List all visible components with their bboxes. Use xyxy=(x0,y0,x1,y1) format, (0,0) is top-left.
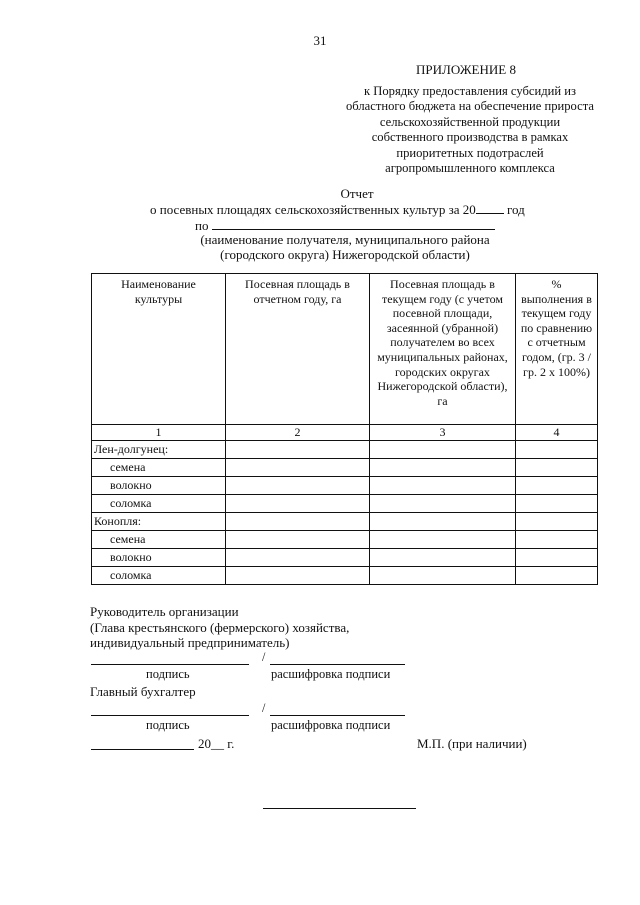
area-reporting-cell xyxy=(226,441,370,459)
area-current-cell xyxy=(370,441,516,459)
area-reporting-cell xyxy=(226,477,370,495)
signature-label: подпись xyxy=(146,667,190,681)
row-label: семена xyxy=(92,531,226,549)
header-percent: % выполнения в текущем году по сравнению с отчетным годом, (гр. 3 / гр. 2 х 100%) xyxy=(516,274,598,425)
area-reporting-cell xyxy=(226,459,370,477)
area-reporting-cell xyxy=(226,495,370,513)
signature-label: подпись xyxy=(146,718,190,732)
date-text: 20__ г. xyxy=(198,736,235,751)
appendix-line: агропромышленного комплекса xyxy=(385,161,555,176)
table-row xyxy=(92,495,598,513)
head-line: индивидуальный предприниматель) xyxy=(90,635,290,650)
area-current-cell xyxy=(370,459,516,477)
header-area-reporting-year: Посевная площадь в отчетном году, га xyxy=(226,274,370,425)
appendix-description xyxy=(320,84,620,176)
area-current-cell xyxy=(370,477,516,495)
row-label: соломка xyxy=(92,567,226,585)
table-row xyxy=(92,441,598,459)
percent-cell xyxy=(516,477,598,495)
area-reporting-cell xyxy=(226,567,370,585)
slash-separator: / xyxy=(262,650,266,664)
separator-line xyxy=(263,808,416,809)
table-row xyxy=(92,567,598,585)
report-subtitle-suffix: год xyxy=(507,202,525,217)
column-number: 4 xyxy=(516,425,598,441)
appendix-line: к Порядку предоставления субсидий из xyxy=(364,84,576,98)
table-row xyxy=(92,459,598,477)
appendix-line: областного бюджета на обеспечение прироста xyxy=(346,99,594,114)
percent-cell xyxy=(516,567,598,585)
row-label: соломка xyxy=(92,495,226,513)
appendix-line: сельскохозяйственной продукции xyxy=(379,114,561,129)
head-line: Руководитель организации xyxy=(90,604,239,619)
decoding-label: расшифровка подписи xyxy=(271,667,391,681)
row-label: волокно xyxy=(92,549,226,567)
table-row xyxy=(92,531,598,549)
page-number: 31 xyxy=(313,33,327,48)
appendix-title: ПРИЛОЖЕНИЕ 8 xyxy=(416,62,516,77)
report-subtitle-prefix: о посевных площадях сельскохозяйственных культур за 20 xyxy=(150,202,476,217)
area-current-cell xyxy=(370,531,516,549)
recipient-note xyxy=(180,232,510,262)
row-label: Конопля: xyxy=(92,513,226,531)
table-row xyxy=(92,513,598,531)
appendix-line: собственного производства в рамках xyxy=(371,130,569,145)
table-row xyxy=(92,477,598,495)
signature-line xyxy=(91,664,249,665)
area-current-cell xyxy=(370,495,516,513)
percent-cell xyxy=(516,495,598,513)
column-number: 1 xyxy=(92,425,226,441)
recipient-note-line: (городского округа) Нижегородской области) xyxy=(220,247,470,262)
decoding-label: расшифровка подписи xyxy=(271,718,391,732)
header-culture: Наименование культуры xyxy=(92,274,226,425)
slash-separator: / xyxy=(262,701,266,715)
appendix-line: приоритетных подотраслей xyxy=(396,145,544,160)
area-reporting-cell xyxy=(226,549,370,567)
report-subtitle xyxy=(150,202,525,218)
row-label: семена xyxy=(92,459,226,477)
year-blank xyxy=(476,202,504,214)
percent-cell xyxy=(516,441,598,459)
decoding-line xyxy=(270,715,405,716)
column-number: 2 xyxy=(226,425,370,441)
percent-cell xyxy=(516,513,598,531)
head-of-organization xyxy=(90,604,349,651)
recipient-note-line: (наименование получателя, муниципального района xyxy=(200,232,490,247)
header-area-current-year: Посевная площадь в текущем году (с учетом посевной площади, засеянной (убранной) получателем во всех муниципальных районах, городских округах Нижегородской области), га xyxy=(370,274,516,425)
decoding-line xyxy=(270,664,405,665)
percent-cell xyxy=(516,549,598,567)
area-reporting-cell xyxy=(226,531,370,549)
row-label: волокно xyxy=(92,477,226,495)
row-label: Лен-долгунец: xyxy=(92,441,226,459)
recipient-blank xyxy=(212,218,495,230)
signature-line xyxy=(91,715,249,716)
area-current-cell xyxy=(370,549,516,567)
percent-cell xyxy=(516,531,598,549)
po-label: по xyxy=(195,218,209,233)
area-current-cell xyxy=(370,513,516,531)
column-number-row xyxy=(92,425,598,441)
table-row xyxy=(92,549,598,567)
chief-accountant: Главный бухгалтер xyxy=(90,684,196,699)
stamp-note: М.П. (при наличии) xyxy=(417,736,527,751)
table-header-row xyxy=(92,274,598,425)
date-line xyxy=(91,749,194,750)
area-reporting-cell xyxy=(226,513,370,531)
report-table xyxy=(91,273,598,585)
area-current-cell xyxy=(370,567,516,585)
percent-cell xyxy=(516,459,598,477)
head-line: (Глава крестьянского (фермерского) хозяйства, xyxy=(90,619,350,635)
column-number: 3 xyxy=(370,425,516,441)
report-title: Отчет xyxy=(340,186,374,201)
